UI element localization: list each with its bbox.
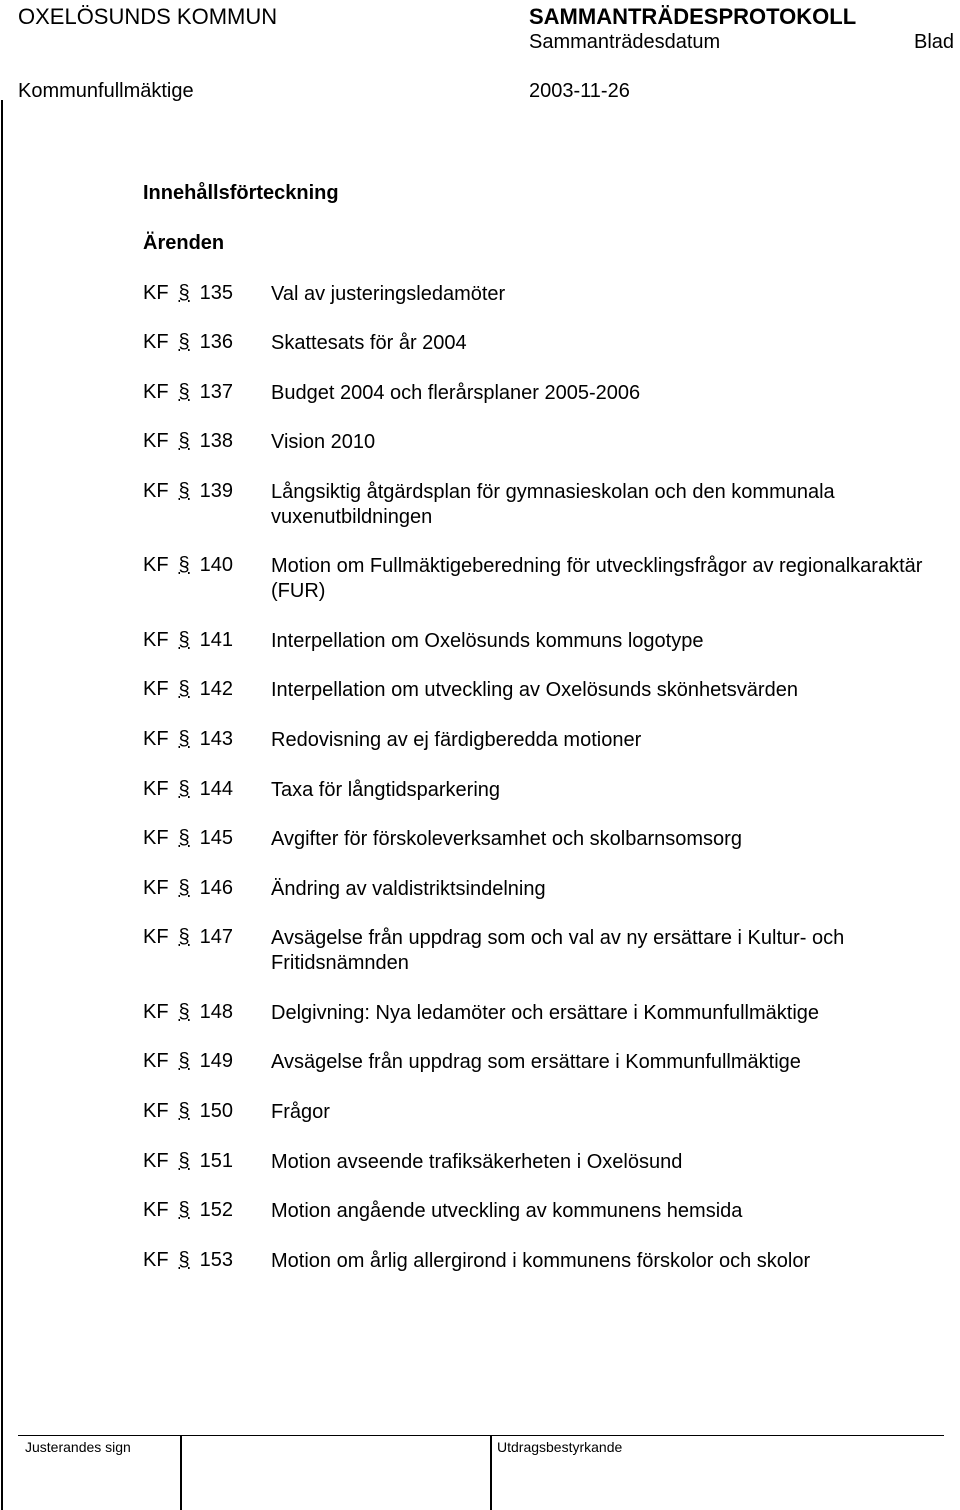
item-text: Interpellation om Oxelösunds kommuns logotype	[271, 630, 704, 652]
meeting-date-label: Sammanträdesdatum	[529, 31, 721, 53]
footer-top-rule	[18, 1435, 944, 1436]
item-text: Avgifter för förskoleverksamhet och skolbarnsomsorg	[271, 828, 742, 850]
item-text: Motion om Fullmäktigeberedning för utvecklingsfrågor av regionalkaraktär (FUR)	[271, 555, 923, 602]
item-text: Avsägelse från uppdrag som och val av ny ersättare i Kultur- och Fritidsnämnden	[271, 927, 845, 974]
body-name: Kommunfullmäktige	[18, 80, 194, 102]
item-text: Ändring av valdistriktsindelning	[271, 878, 546, 900]
item-text: Vision 2010	[271, 431, 376, 453]
item-text: Motion avseende trafiksäkerheten i Oxelösund	[271, 1151, 683, 1173]
item-ref: KF § 153	[143, 1249, 233, 1271]
item-ref: KF § 150	[143, 1100, 233, 1122]
item-text: Budget 2004 och flerårsplaner 2005-2006	[271, 382, 641, 404]
item-ref: KF § 143	[143, 728, 233, 750]
footer-divider	[180, 1435, 182, 1510]
item-ref: KF § 142	[143, 678, 233, 700]
item-ref: KF § 147	[143, 926, 233, 948]
item-ref: KF § 136	[143, 331, 233, 353]
item-text: Redovisning av ej färdigberedda motioner	[271, 729, 642, 751]
item-text: Skattesats för år 2004	[271, 332, 467, 354]
toc-subtitle: Ärenden	[143, 232, 225, 254]
item-ref: KF § 144	[143, 778, 233, 800]
organization-name: OXELÖSUNDS KOMMUN	[18, 4, 278, 29]
item-ref: KF § 148	[143, 1001, 233, 1023]
item-text: Taxa för långtidsparkering	[271, 779, 501, 801]
justerandes-sign-label: Justerandes sign	[25, 1439, 131, 1455]
left-margin-rule	[1, 100, 3, 1412]
item-text: Motion om årlig allergirond i kommunens förskolor och skolor	[271, 1250, 811, 1272]
item-text: Frågor	[271, 1101, 330, 1123]
document-type: SAMMANTRÄDESPROTOKOLL	[529, 4, 857, 29]
item-text: Delgivning: Nya ledamöter och ersättare i Kommunfullmäktige	[271, 1002, 820, 1024]
toc-title: Innehållsförteckning	[143, 182, 339, 204]
item-text: Avsägelse från uppdrag som ersättare i Kommunfullmäktige	[271, 1051, 801, 1073]
item-ref: KF § 152	[143, 1199, 233, 1221]
item-ref: KF § 139	[143, 480, 233, 502]
page-label: Blad	[914, 31, 955, 53]
item-ref: KF § 141	[143, 629, 233, 651]
item-ref: KF § 137	[143, 381, 233, 403]
utdragsbestyrkande-label: Utdragsbestyrkande	[497, 1439, 623, 1455]
item-text: Motion angående utveckling av kommunens hemsida	[271, 1200, 743, 1222]
footer-divider	[490, 1435, 492, 1510]
item-ref: KF § 145	[143, 827, 233, 849]
footer-left-rule	[1, 1412, 3, 1510]
item-ref: KF § 146	[143, 877, 233, 899]
item-ref: KF § 151	[143, 1150, 233, 1172]
item-ref: KF § 138	[143, 430, 233, 452]
item-ref: KF § 135	[143, 282, 233, 304]
meeting-date: 2003-11-26	[529, 80, 630, 102]
item-ref: KF § 140	[143, 554, 233, 576]
item-ref: KF § 149	[143, 1050, 233, 1072]
item-text: Långsiktig åtgärdsplan för gymnasieskolan och den kommunala vuxenutbildningen	[271, 481, 835, 528]
item-text: Val av justeringsledamöter	[271, 283, 506, 305]
item-text: Interpellation om utveckling av Oxelösunds skönhetsvärden	[271, 679, 798, 701]
